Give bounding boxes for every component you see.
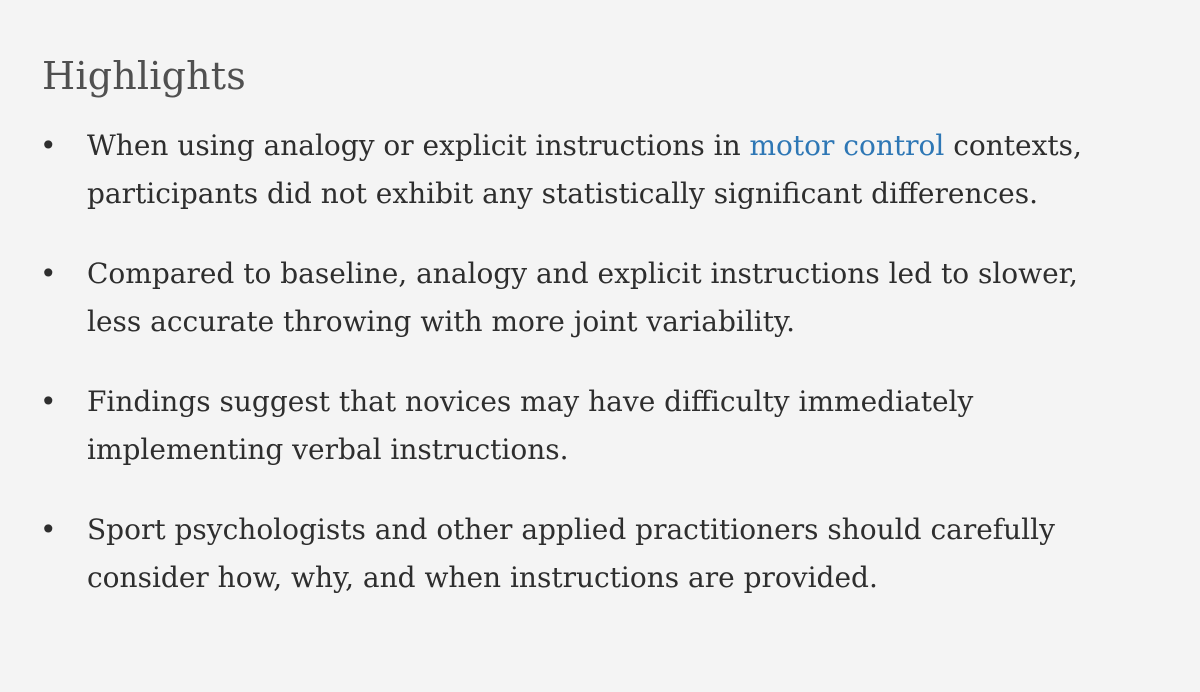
bullet-icon: • — [40, 257, 57, 290]
highlight-1-text-after: contexts, — [944, 129, 1082, 162]
highlight-text-4 — [87, 506, 1147, 602]
highlight-2-line-1: Compared to baseline, analogy and explicit instructions led to slower, — [87, 257, 1078, 290]
bullet-icon: • — [40, 129, 57, 162]
highlight-4-line-1: Sport psychologists and other applied practitioners should carefully — [87, 513, 1055, 546]
bullet-icon: • — [40, 385, 57, 418]
highlight-2-line-2: less accurate throwing with more joint variability. — [87, 305, 795, 338]
highlight-text-1 — [87, 122, 1147, 218]
highlight-1-line-2: participants did not exhibit any statistically significant differences. — [87, 177, 1039, 210]
highlight-text-2 — [87, 250, 1147, 346]
bullet-icon: • — [40, 513, 57, 546]
motor-control-link[interactable]: motor control — [749, 129, 945, 162]
highlight-4-line-2: consider how, why, and when instructions are provided. — [87, 561, 878, 594]
highlight-text-3 — [87, 378, 1147, 474]
highlight-3-line-2: implementing verbal instructions. — [87, 433, 569, 466]
highlight-1-text-before: When using analogy or explicit instructions in — [87, 129, 750, 162]
highlight-3-line-1: Findings suggest that novices may have difficulty immediately — [87, 385, 974, 418]
highlights-heading: Highlights — [42, 54, 246, 98]
